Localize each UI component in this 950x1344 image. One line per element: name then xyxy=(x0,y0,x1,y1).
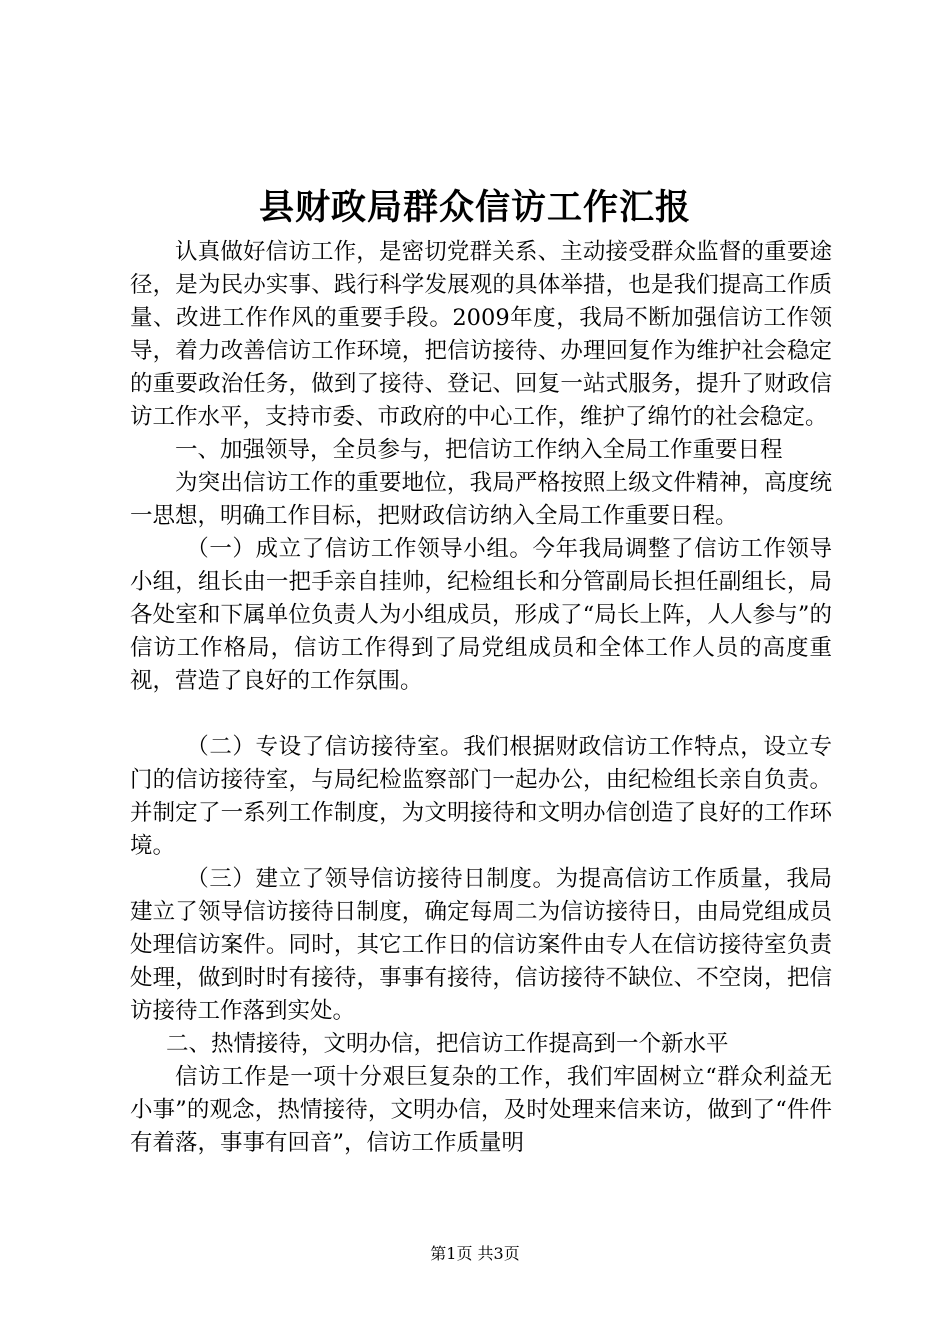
paragraph-section-1: 为突出信访工作的重要地位，我局严格按照上级文件精神，高度统一思想，明确工作目标，把财政信访纳入全局工作重要日程。 xyxy=(130,470,832,529)
paragraph-section-2: 信访工作是一项十分艰巨复杂的工作，我们牢固树立“群众利益无小事”的观念，热情接待，文明办信，及时处理来信来访，做到了“件件有着落，事事有回音”，信访工作质量明 xyxy=(130,1064,832,1156)
section-heading-2: 二、热情接待，文明办信，把信访工作提高到一个新水平 xyxy=(166,1031,729,1057)
paragraph-item-2: （二）专设了信访接待室。我们根据财政信访工作特点，设立专门的信访接待室，与局纪检监察部门一起办公，由纪检组长亲自负责。并制定了一系列工作制度，为文明接待和文明办信创造了良好的工作环境。 xyxy=(130,734,832,859)
document-body xyxy=(130,236,832,1160)
paragraph-intro: 认真做好信访工作，是密切党群关系、主动接受群众监督的重要途径，是为民办实事、践行科学发展观的具体举措，也是我们提高工作质量、改进工作作风的重要手段。2009年度，我局不断加强信访工作领导，着力改善信访工作环境，把信访接待、办理回复作为维护社会稳定的重要政治任务，做到了接待、登记、回复一站式服务，提升了财政信访工作水平，支持市委、市政府的中心工作，维护了绵竹的社会稳定。 xyxy=(130,239,832,430)
paragraph-item-1: （一）成立了信访工作领导小组。今年我局调整了信访工作领导小组，组长由一把手亲自挂帅，纪检组长和分管副局长担任副组长，局各处室和下属单位负责人为小组成员，形成了“局长上阵，人人参与”的信访工作格局，信访工作得到了局党组成员和全体工作人员的高度重视，营造了良好的工作氛围。 xyxy=(130,536,832,694)
page-footer: 第1页 共3页 xyxy=(430,1244,520,1263)
document-title: 县财政局群众信访工作汇报 xyxy=(258,187,691,228)
paragraph-item-3: （三）建立了领导信访接待日制度。为提高信访工作质量，我局建立了领导信访接待日制度，确定每周二为信访接待日，由局党组成员处理信访案件。同时，其它工作日的信访案件由专人在信访接待室负责处理，做到时时有接待，事事有接待，信访接待不缺位、不空岗，把信访接待工作落到实处。 xyxy=(130,866,832,1024)
section-heading-1: 一、加强领导，全员参与，把信访工作纳入全局工作重要日程 xyxy=(175,437,783,463)
